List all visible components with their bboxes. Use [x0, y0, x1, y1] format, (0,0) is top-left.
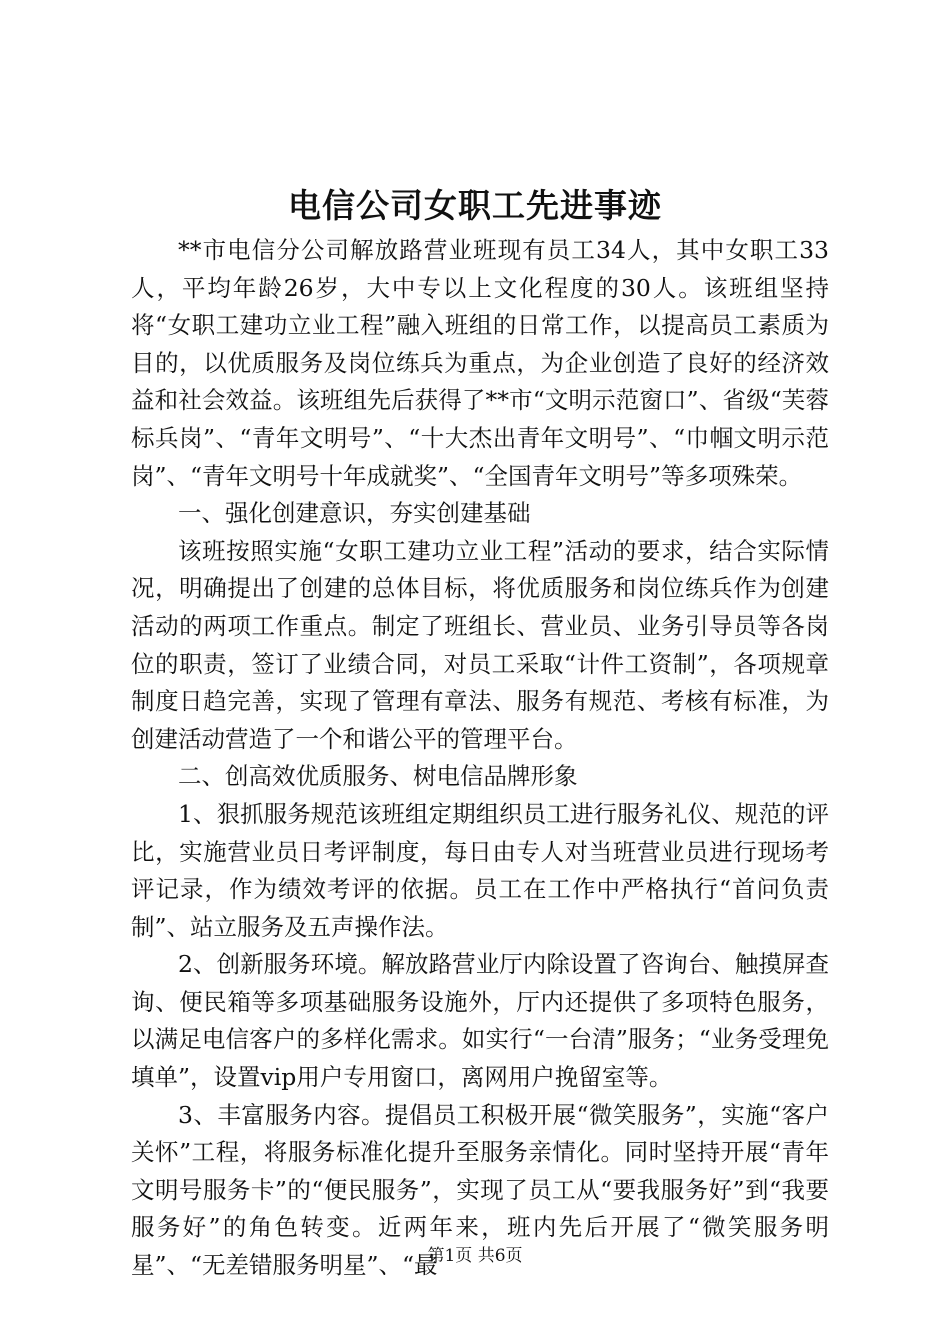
section-heading-2: 二、创高效优质服务、树电信品牌形象 — [178, 762, 578, 791]
paragraph-item-3: 3、丰富服务内容。提倡员工积极开展“微笑服务”，实施“客户关怀”工程，将服务标准化提升至服务亲情化。同时坚持开展“青年文明号服务卡”的“便民服务”，实现了员工从“要我服务好”到“我要服务好”的角色转变。近两年来，班内先后开展了“微笑服务明星”、“无差错服务明星”、“最 — [131, 1100, 829, 1280]
section-heading-1: 一、强化创建意识，夯实创建基础 — [178, 499, 531, 528]
paragraph-intro: **市电信分公司解放路营业班现有员工34人，其中女职工33人，平均年龄26岁，大中专以上文化程度的30人。该班组坚持将“女职工建功立业工程”融入班组的日常工作，以提高员工素质为目的，以优质服务及岗位练兵为重点，为企业创造了良好的经济效益和社会效益。该班组先后获得了**市“文明示范窗口”、省级“芙蓉标兵岗”、“青年文明号”、“十大杰出青年文明号”、“巾帼文明示范岗”、“青年文明号十年成就奖”、“全国青年文明号”等多项殊荣。 — [131, 236, 829, 490]
document-body — [131, 232, 829, 1285]
paragraph-item-1: 1、狠抓服务规范该班组定期组织员工进行服务礼仪、规范的评比，实施营业员日考评制度，每日由专人对当班营业员进行现场考评记录，作为绩效考评的依据。员工在工作中严格执行“首问负责制”、站立服务及五声操作法。 — [131, 799, 829, 941]
paragraph-item-2: 2、创新服务环境。解放路营业厅内除设置了咨询台、触摸屏查询、便民箱等多项基础服务设施外，厅内还提供了多项特色服务，以满足电信客户的多样化需求。如实行“一台清”服务；“业务受理免填单”，设置vip用户专用窗口，离网用户挽留室等。 — [131, 950, 829, 1092]
document-title: 电信公司女职工先进事迹 — [288, 186, 662, 225]
page-number-footer: 第1页 共6页 — [427, 1246, 523, 1266]
paragraph-section-1: 该班按照实施“女职工建功立业工程”活动的要求，结合实际情况，明确提出了创建的总体目标，将优质服务和岗位练兵作为创建活动的两项工作重点。制定了班组长、营业员、业务引导员等各岗位的职责，签订了业绩合同，对员工采取“计件工资制”，各项规章制度日趋完善，实现了管理有章法、服务有规范、考核有标准，为创建活动营造了一个和谐公平的管理平台。 — [131, 536, 829, 753]
